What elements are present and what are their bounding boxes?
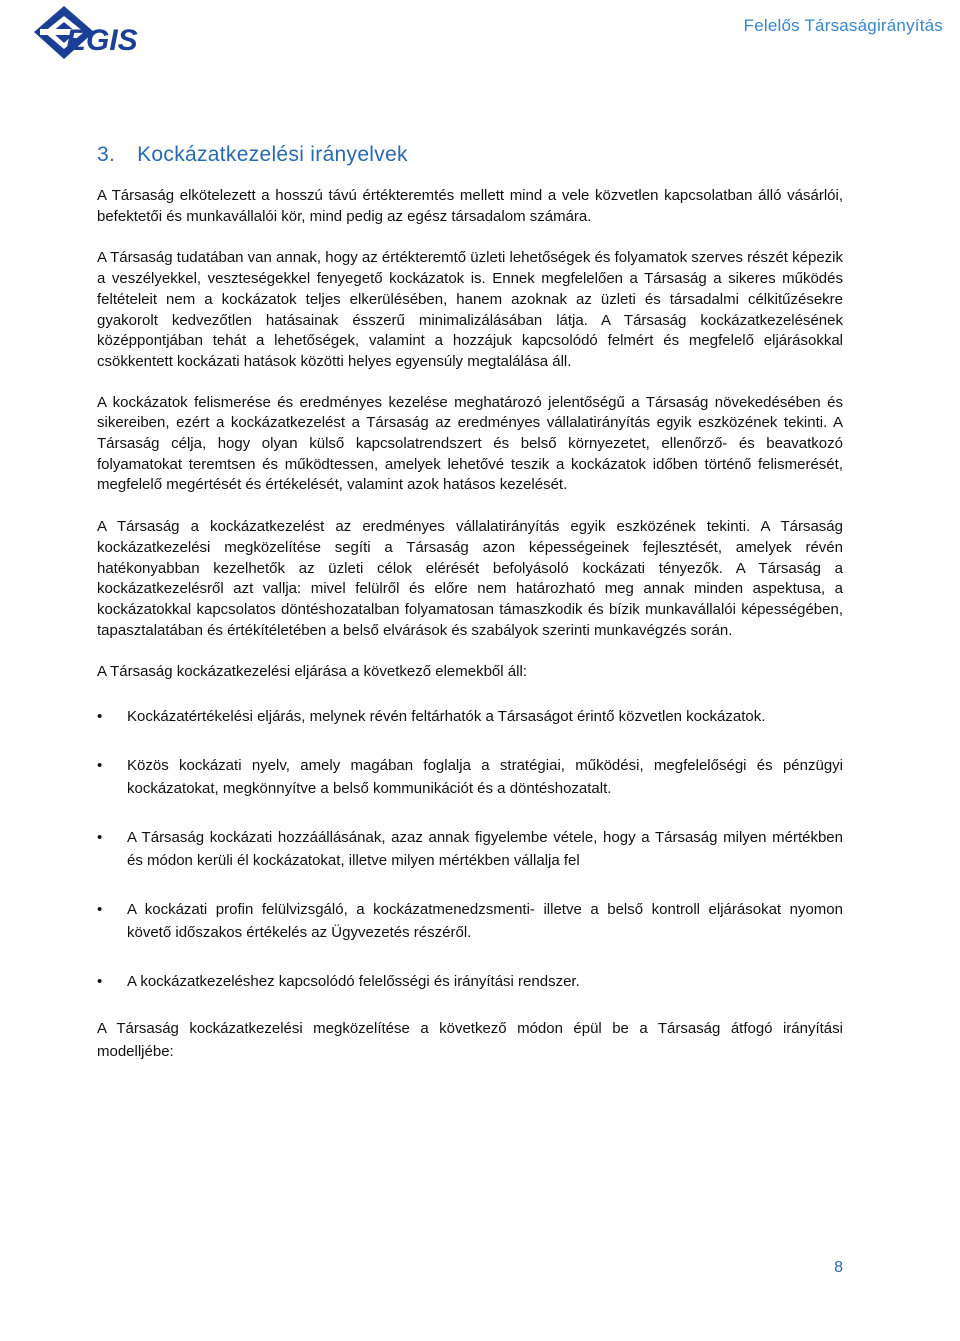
list-item-text: A kockázatkezeléshez kapcsolódó felelősségi és irányítási rendszer. [127, 973, 580, 991]
section-number: 3. [97, 143, 116, 166]
paragraph-commitment: A Társaság elkötelezett a hosszú távú értékteremtés mellett mind a vele közvetlen kapcsolatban álló vásárlói, befektetői és munkavállalói kör, mind pedig az egész társadalom számára. [97, 187, 843, 225]
header-title: Felelős Társaságirányítás [743, 16, 943, 35]
list-item-text: A kockázati profin felülvizsgáló, a kockázatmenedzsmenti- illetve a belső kontroll eljárásokat nyomon követő időszakos értékelés az Ügyvezetés részéről. [127, 901, 843, 942]
list-item [97, 826, 843, 872]
list-item-text: A Társaság kockázati hozzáállásának, azaz annak figyelembe vétele, hogy a Társaság milyen mértékben és módon kerüli él kockázatokat, illetve milyen mértékben vállalja fel [127, 829, 843, 870]
bullet-icon: • [97, 757, 103, 775]
bullet-icon: • [97, 708, 103, 726]
list-item [97, 705, 843, 728]
section-title: Kockázatkezelési irányelvek [137, 143, 408, 166]
paragraph-risk-approach: A Társaság a kockázatkezelést az eredményes vállalatirányítás egyik eszközének tekinti. A Társaság kockázatkezelési megközelítése segíti a Társaság azon képességeinek fejlesztését, amelyek révén hatékonyabban kezelhetők az üzleti célok elérését befolyásoló kockázati tényezők. A Társaság a kockázatkezelésről azt vallja: mivel felülről és előre nem határozható meg annak minden aspektusa, a kockázatokkal kapcsolatos döntéshozatalban folyamatosan támaszkodik és bízik munkavállalói képességében, tapasztalatában és értékítéletében a belső elvárások és szabályok szerinti munkavégzés során. [97, 518, 843, 639]
main-content [97, 143, 843, 1063]
bullet-icon: • [97, 901, 103, 919]
paragraph-risk-management-role: A kockázatok felismerése és eredményes kezelése meghatározó jelentőségű a Társaság növekedésében és sikereiben, ezért a kockázatkezelést a Társaság az eredményes vállalatirányítás egyik eszközének tekinti. A Társaság célja, hogy olyan külső kapcsolatrendszert és belső környezetet, ellenőrző- és beavatkozó folyamatokat teremtsen és működtessen, amelyek lehetővé teszik a kockázatok időben történő felismerését, megfelelő megértését és értékelését, valamint azok hatásos kezelését. [97, 393, 843, 494]
risk-process-list [97, 705, 843, 993]
egis-logo [30, 4, 170, 62]
list-item-text: Közös kockázati nyelv, amely magában foglalja a stratégiai, működési, megfelelőségi és pénzügyi kockázatokat, megkönnyítve a belső kommunikációt és a döntéshozatalt. [127, 757, 843, 798]
section-heading [97, 143, 843, 167]
page-number: 8 [834, 1259, 843, 1276]
paragraph-risk-awareness: A Társaság tudatában van annak, hogy az értékteremtő üzleti lehetőségek és folyamatok szerves részét képezik a veszélyekkel, veszteségekkel fenyegető kockázatok is. Ennek megfelelően a Társaság a sikeres működés feltételeit nem a kockázatok teljes elkerülésében, hanem azoknak az üzleti és társadalmi célkitűzésekre gyakorolt kedvezőtlen hatásainak ésszerű minimalizálásában látja. A Társaság kockázatkezelésének középpontjában tehát a lehetőségek, valamint a hozzájuk kapcsolódó felmért és megfelelő eljárásokkal csökkentett kockázati hatások közötti helyes egyensúly megtalálása áll. [97, 249, 843, 370]
closing-paragraph: A Társaság kockázatkezelési megközelítése a következő módon épül be a Társaság átfogó irányítási modelljébe: [97, 1020, 843, 1061]
list-item [97, 970, 843, 993]
bullet-icon: • [97, 973, 103, 991]
list-item [97, 754, 843, 800]
logo-wordmark: EGIS [66, 24, 138, 57]
list-item [97, 898, 843, 944]
list-item-text: Kockázatértékelési eljárás, melynek révén feltárhatók a Társaságot érintő közvetlen kockázatok. [127, 708, 766, 726]
bullet-icon: • [97, 829, 103, 847]
list-intro: A Társaság kockázatkezelési eljárása a következő elemekből áll: [97, 663, 527, 681]
